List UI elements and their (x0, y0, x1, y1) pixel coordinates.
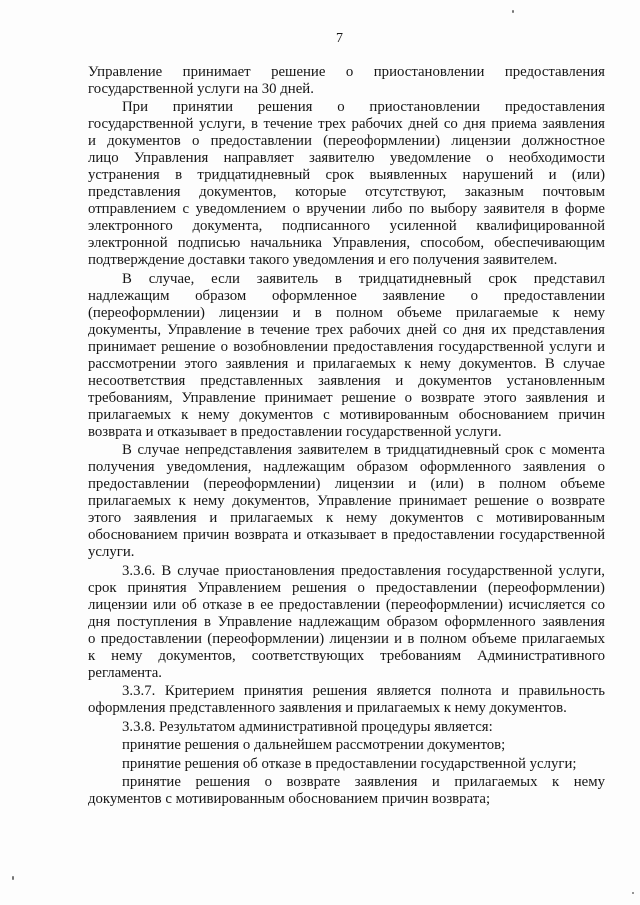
text-line: государственной услуги на 30 дней. (88, 80, 314, 97)
text-line: В случае, если заявитель в тридцатидневный срок представил (122, 270, 605, 287)
text-line: Управление принимает решение о приостановлении предоставления (88, 63, 605, 80)
text-line: 3.3.6. В случае приостановления предоставления государственной услуги, (122, 562, 605, 579)
text-line: к нему документов, соответствующих требованиям Административного (88, 647, 605, 664)
text-line: принимает решение о возобновлении предоставления государственной услуги и (88, 338, 605, 355)
text-line: рассмотрении этого заявления и прилагаемых к нему документов. В случае (88, 355, 605, 372)
text-line: представления документов, которые отсутствуют, заказным почтовым (88, 184, 605, 200)
text-line: документы, Управление в течение трех рабочих дней со дня их представления (88, 321, 605, 338)
text-line: услуги. (88, 544, 135, 560)
text-line: о предоставлении (переоформлении) лицензии и в полном объеме прилагаемых (88, 630, 605, 647)
text-line: (переоформлении) лицензии и в полном объеме прилагаемые к нему (88, 304, 605, 321)
result-item-further-review (88, 737, 605, 754)
scan-speck (512, 10, 514, 13)
clause-3-3-8 (88, 719, 605, 736)
text-line: прилагаемых к нему документов, Управление принимает решение о возврате (88, 493, 605, 509)
text-line: предоставлении (переоформлении) лицензии и (или) в полном объеме (88, 476, 605, 492)
text-line: возврата и отказывает в предоставлении государственной услуги. (88, 423, 502, 440)
text-line: электронной подписью начальника Управления, способом, обеспечивающим (88, 235, 605, 251)
text-line: 3.3.7. Критерием принятия решения является полнота и правильность (122, 683, 605, 699)
text-line: принятие решения о дальнейшем рассмотрении документов; (122, 737, 506, 753)
text-line: электронного документа, подписанного усиленной квалифицированной (88, 218, 605, 234)
text-line: получения уведомления, надлежащим образом оформленного заявления о (88, 459, 605, 475)
paragraph-suspension-notice (88, 99, 605, 269)
paragraph-non-submission (88, 442, 605, 561)
text-line: срок принятия Управлением решения о предоставлении (переоформлении) (88, 579, 605, 596)
text-line: В случае непредставления заявителем в тридцатидневный срок с момента (122, 442, 605, 458)
document-body (88, 64, 605, 809)
text-line: отправлением с уведомлением о вручении либо по выбору заявителя в форме (88, 201, 605, 217)
text-line: 3.3.8. Результатом административной процедуры является: (122, 718, 493, 735)
text-line: подтверждение доставки такого уведомления и его получения заявителем. (88, 252, 558, 268)
clause-3-3-6 (88, 563, 605, 682)
result-item-refusal (88, 756, 605, 773)
paragraph-continuation (88, 64, 605, 98)
text-line: принятие решения об отказе в предоставлении государственной услуги; (122, 755, 577, 772)
paragraph-resumption (88, 271, 605, 441)
text-line: государственной услуги, в течение трех рабочих дней со дня приема заявления (88, 116, 605, 132)
text-line: дня поступления в Управление надлежащим образом оформленного заявления (88, 613, 605, 630)
text-line: надлежащим образом оформленное заявление о предоставлении (88, 287, 605, 304)
text-line: и документов о предоставлении (переоформлении) лицензии должностное (88, 133, 605, 149)
text-line: этого заявления и прилагаемых к нему документов с мотивированным (88, 510, 605, 526)
text-line: лицензии или об отказе в ее предоставлении (переоформлении) исчисляется со (88, 596, 605, 613)
text-line: лицо Управления направляет заявителю уведомление о необходимости (88, 150, 605, 166)
result-item-return (88, 774, 605, 808)
text-line: регламента. (88, 664, 162, 681)
page-number: 7 (336, 31, 343, 46)
text-line: При принятии решения о приостановлении предоставления (122, 99, 605, 115)
text-line: обоснованием причин возврата и отказывает в предоставлении государственной (88, 527, 605, 543)
scan-speck (12, 876, 14, 880)
text-line: документов с мотивированным обоснованием причин возврата; (88, 791, 491, 807)
text-line: прилагаемых к нему документов с мотивированным обоснованием причин (88, 406, 605, 423)
text-line: устранения в тридцатидневный срок выявленных нарушений и (или) (88, 167, 605, 183)
text-line: оформления представленного заявления и прилагаемых к нему документов. (88, 700, 567, 716)
text-line: требованиям, Управление принимает решение о возврате этого заявления и (88, 389, 605, 406)
scan-speck (632, 892, 634, 894)
clause-3-3-7 (88, 683, 605, 717)
text-line: принятие решения о возврате заявления и прилагаемых к нему (122, 774, 605, 790)
text-line: несоответствия представленных заявления и документов установленным (88, 372, 605, 389)
